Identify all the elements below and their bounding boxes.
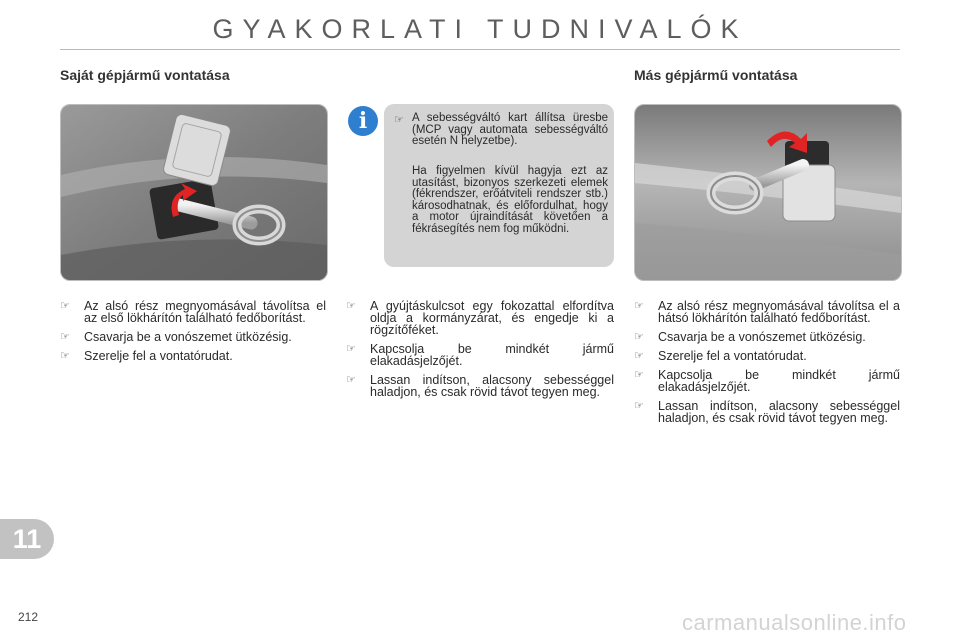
bullet-icon: ☞ — [634, 331, 644, 343]
bullet-icon: ☞ — [60, 300, 70, 312]
list-item: ☞ Lassan indítson, alacsony sebességgel haladjon, és csak rövid távot tegyen meg. — [346, 373, 614, 399]
bullet-icon: ☞ — [634, 369, 644, 381]
list-item: ☞ Lassan indítson, alacsony sebességgel haladjon, és csak rövid távot tegyen meg. — [634, 399, 900, 425]
steps-list-common — [346, 300, 614, 405]
list-item: ☞ Csavarja be a vonószemet ütközésig. — [60, 330, 292, 344]
bullet-icon: ☞ — [346, 374, 356, 386]
bullet-icon: ☞ — [634, 350, 644, 362]
page-number: 212 — [18, 610, 39, 624]
list-item: ☞ Szerelje fel a vontatórudat. — [634, 349, 807, 363]
bullet-icon: ☞ — [634, 300, 644, 312]
section-title-own-vehicle: Saját gépjármű vontatása — [60, 67, 230, 83]
list-item: ☞ Csavarja be a vonószemet ütközésig. — [634, 330, 866, 344]
list-item: ☞ Az alsó rész megnyomásával távolítsa el a hátsó lökhárítón található fedőborítást. — [634, 299, 900, 325]
header-divider — [60, 49, 900, 50]
info-icon: i — [348, 106, 378, 136]
info-paragraph-1: A sebességváltó kart állítsa üresbe (MCP vagy automata sebességváltó esetén N helyzetbe). — [412, 112, 608, 147]
list-item: ☞ Az alsó rész megnyomásával távolítsa el az első lökhárítón található fedőborítást. — [60, 299, 326, 325]
chapter-tab: 11 — [0, 519, 54, 559]
steps-list-rear — [634, 300, 900, 431]
list-item: ☞ Szerelje fel a vontatórudat. — [60, 349, 233, 363]
bullet-icon: ☞ — [60, 350, 70, 362]
section-title-other-vehicle: Más gépjármű vontatása — [634, 67, 798, 83]
bullet-icon: ☞ — [60, 331, 70, 343]
rear-towing-eye-photo — [634, 104, 902, 281]
list-item: ☞ Kapcsolja be mindkét jármű elakadásjelzőjét. — [346, 342, 614, 368]
info-note-box — [384, 104, 614, 267]
bullet-icon: ☞ — [394, 114, 404, 126]
list-item: ☞ Kapcsolja be mindkét jármű elakadásjelzőjét. — [634, 368, 900, 394]
bullet-icon: ☞ — [634, 400, 644, 412]
info-paragraph-2: Ha figyelmen kívül hagyja ezt az utasítást, bizonyos szerkezeti elemek (fékrendszer, erőátviteli rendszer stb.) károsodhatnak, és előfordulhat, hogy a motor újraindítását követően a fékrásegítés nem fog működni. — [412, 165, 608, 235]
bullet-icon: ☞ — [346, 343, 356, 355]
front-towing-eye-photo — [60, 104, 328, 281]
steps-list-front — [60, 300, 326, 369]
watermark: carmanualsonline.info — [682, 610, 907, 635]
page-title: GYAKORLATI TUDNIVALÓK — [212, 14, 748, 44]
list-item: ☞ A gyújtáskulcsot egy fokozattal elfordítva oldja a kormányzárat, és engedje ki a rögzítőféket. — [346, 299, 614, 337]
bullet-icon: ☞ — [346, 300, 356, 312]
